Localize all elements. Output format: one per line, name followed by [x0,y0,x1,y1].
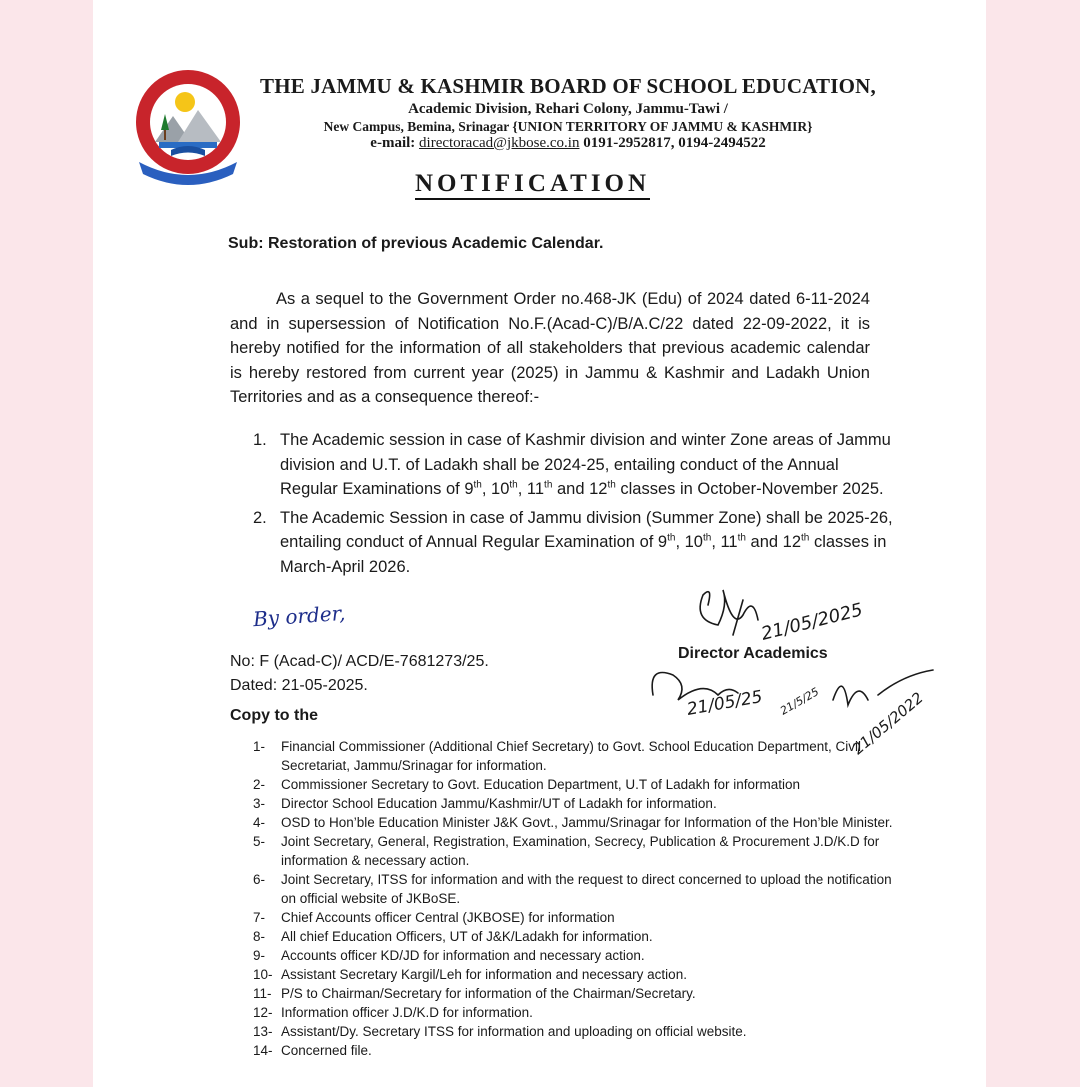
list-item: 5- Joint Secretary, General, Registration, Examination, Secrecy, Publication & Procurement J.D/K.D for information & necessary action. [253,834,880,868]
email-label: e-mail: [370,135,416,151]
contact-line [253,135,883,152]
copy-to-list [253,737,903,1060]
list-item: 14- Concerned file. [253,1043,372,1058]
reference-number: No: F (Acad-C)/ ACD/E-7681273/25. [230,653,489,670]
document-page [93,0,986,1087]
signatory-title: Director Academics [678,645,828,662]
address-line-1: Academic Division, Rehari Colony, Jammu-Tawi / [408,101,728,117]
list-item: 9- Accounts officer KD/JD for information and necessary action. [253,948,645,963]
list-item: 6- Joint Secretary, ITSS for information and with the request to direct concerned to upload the notification on official website of JKBoSE. [253,872,892,906]
svg-text:21/05/2025: 21/05/2025 [759,599,865,645]
points-list [253,428,893,583]
svg-text:21/5/25: 21/5/25 [778,685,822,718]
board-logo [133,70,243,188]
copy-to-heading: Copy to the [230,707,318,724]
issue-date: Dated: 21-05-2025. [230,677,368,694]
email-link[interactable]: directoracad@jkbose.co.in [419,135,580,151]
list-item: 3- Director School Education Jammu/Kashmir/UT of Ladakh for information. [253,796,717,811]
list-item: 1- Financial Commissioner (Additional Chief Secretary) to Govt. School Education Department, Civil Secretariat, Jammu/Srinagar for information. [253,739,861,773]
body-paragraph: As a sequel to the Government Order no.468-JK (Edu) of 2024 dated 6-11-2024 and in supersession of Notification No.F.(Acad-C)/B/A.C/22 dated 22-09-2022, it is hereby notified for the information of all stakeholders that previous academic calendar is hereby restored from current year (2025) in Jammu & Kashmir and Ladakh Union Territories and as a consequence thereof:- [230,290,870,406]
by-order-handwritten: By order, [252,600,347,632]
list-item: 2- Commissioner Secretary to Govt. Education Department, U.T of Ladakh for information [253,777,800,792]
list-item: 12- Information officer J.D/K.D for information. [253,1005,533,1020]
list-item: 13- Assistant/Dy. Secretary ITSS for information and uploading on official website. [253,1024,747,1039]
svg-text:21/05/25: 21/05/25 [685,686,765,720]
phone-numbers: 0191-2952817, 0194-2494522 [583,135,766,151]
list-item: 10- Assistant Secretary Kargil/Leh for information and necessary action. [253,967,687,982]
list-item: 4- OSD to Hon’ble Education Minister J&K Govt., Jammu/Srinagar for Information of the Hon’ble Minister. [253,815,893,830]
list-item: 11- P/S to Chairman/Secretary for information of the Chairman/Secretary. [253,986,696,1001]
board-name: THE JAMMU & KASHMIR BOARD OF SCHOOL EDUCATION, [260,74,876,98]
list-item: 7- Chief Accounts officer Central (JKBOSE) for information [253,910,615,925]
letterhead [253,74,883,152]
svg-text:21/05/2022: 21/05/2022 [849,688,927,759]
reference-block [230,650,489,728]
list-item: 1. The Academic session in case of Kashmir division and winter Zone areas of Jammu division and U.T. of Ladakh shall be 2024-25, entailing conduct of the Annual Regular Examinations of 9th, 10th, 11th and 12th classes in October-November 2025. [253,431,891,498]
list-item: 8- All chief Education Officers, UT of J&K/Ladakh for information. [253,929,653,944]
address-line-2: New Campus, Bemina, Srinagar {UNION TERRITORY OF JAMMU & KASHMIR} [323,119,813,134]
notification-title: NOTIFICATION [415,170,650,200]
list-item: 2. The Academic Session in case of Jammu division (Summer Zone) shall be 2025-26, entailing conduct of Annual Regular Examination of 9th, 10th, 11th and 12th classes in March-April 2026. [253,508,893,576]
subject-line: Sub: Restoration of previous Academic Calendar. [228,235,604,252]
